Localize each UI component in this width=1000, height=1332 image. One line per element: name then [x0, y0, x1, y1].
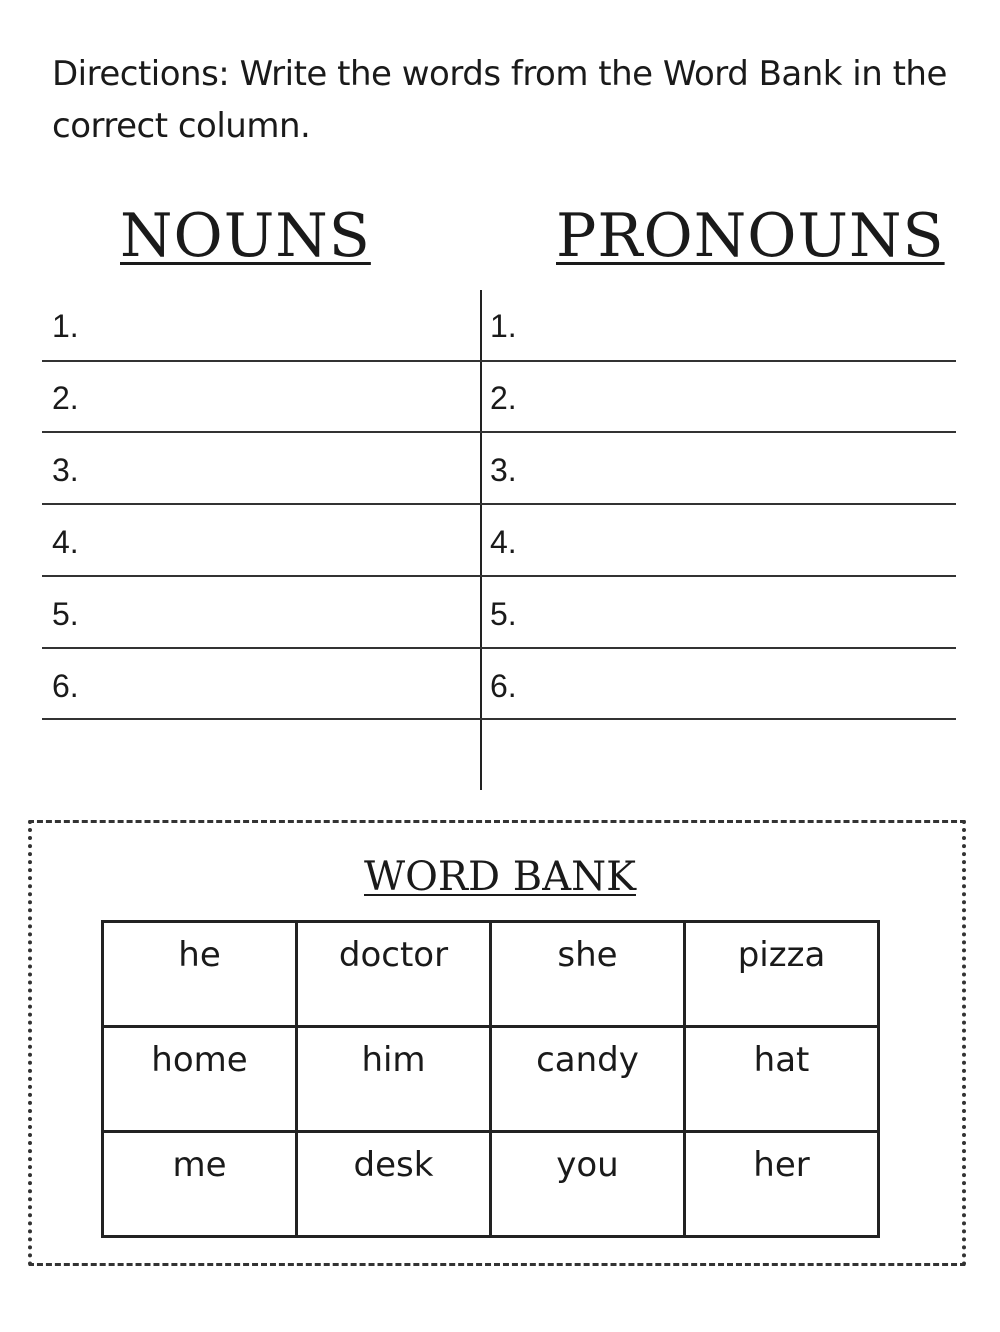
row-line	[42, 503, 956, 505]
pronouns-heading: PRONOUNS	[556, 201, 945, 271]
word-bank-cell[interactable]: desk	[297, 1132, 491, 1237]
pronouns-number: 6.	[490, 668, 517, 704]
pronouns-number: 2.	[490, 380, 517, 416]
row-line	[42, 360, 956, 362]
word-bank-table	[101, 920, 880, 1238]
word-bank-cell[interactable]: me	[103, 1132, 297, 1237]
nouns-number: 3.	[52, 452, 79, 488]
row-line	[42, 575, 956, 577]
pronouns-number: 3.	[490, 452, 517, 488]
word-bank-cell[interactable]: her	[685, 1132, 879, 1237]
nouns-number: 5.	[52, 596, 79, 632]
word-bank-row	[103, 1027, 879, 1132]
pronouns-number: 1.	[490, 308, 517, 344]
word-bank-cell[interactable]: he	[103, 922, 297, 1027]
word-bank-cell[interactable]: candy	[491, 1027, 685, 1132]
word-bank-cell[interactable]: hat	[685, 1027, 879, 1132]
row-line	[42, 647, 956, 649]
word-bank-cell[interactable]: home	[103, 1027, 297, 1132]
word-bank-cell[interactable]: him	[297, 1027, 491, 1132]
row-line	[42, 718, 956, 720]
word-bank-row	[103, 1132, 879, 1237]
word-bank-title: WORD BANK	[364, 854, 636, 900]
word-bank-cell[interactable]: doctor	[297, 922, 491, 1027]
word-bank-row	[103, 922, 879, 1027]
nouns-number: 2.	[52, 380, 79, 416]
pronouns-number: 5.	[490, 596, 517, 632]
column-divider	[480, 290, 482, 790]
word-bank-cell[interactable]: you	[491, 1132, 685, 1237]
row-line	[42, 431, 956, 433]
directions-text: Directions: Write the words from the Word Bank in the correct column.	[52, 54, 947, 146]
nouns-number: 4.	[52, 524, 79, 560]
word-bank-cell[interactable]: pizza	[685, 922, 879, 1027]
pronouns-number: 4.	[490, 524, 517, 560]
nouns-heading: NOUNS	[120, 201, 371, 271]
word-bank-cell[interactable]: she	[491, 922, 685, 1027]
nouns-number: 6.	[52, 668, 79, 704]
nouns-number: 1.	[52, 308, 79, 344]
